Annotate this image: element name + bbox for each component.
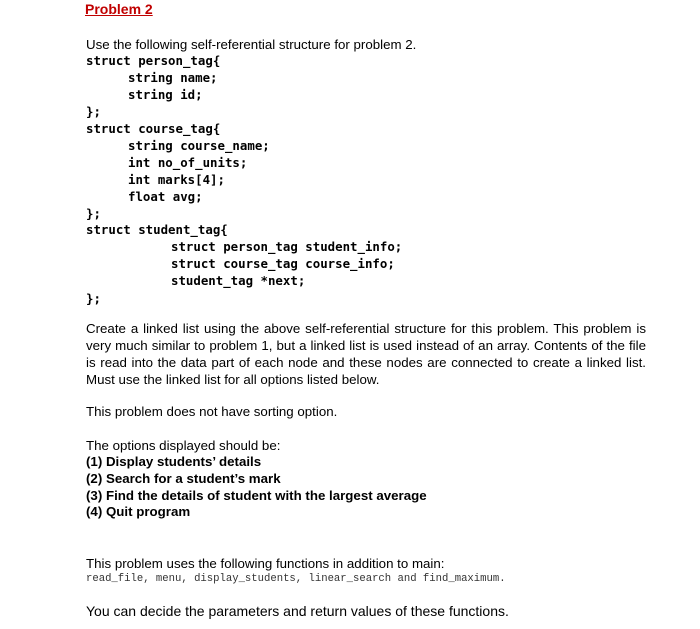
student-field-student-info: struct person_tag student_info; <box>171 239 403 254</box>
params-note: You can decide the parameters and return values of these functions. <box>86 603 509 619</box>
course-struct-close: }; <box>86 206 101 221</box>
course-struct-open: struct course_tag{ <box>86 121 221 136</box>
intro-text: Use the following self-referential structure for problem 2. <box>86 37 417 52</box>
description-paragraph: Create a linked list using the above self-referential structure for this problem. This problem is very much similar to problem 1, but a linked list is used instead of an array. Contents of the file is read into the data part of each node and these nodes are connected to create a linked list. Must use the linked list for all options listed below. <box>86 321 646 388</box>
course-field-marks: int marks[4]; <box>128 172 225 187</box>
person-field-id: string id; <box>128 87 203 102</box>
student-struct-close: }; <box>86 291 101 306</box>
options-heading: The options displayed should be: <box>86 438 281 453</box>
course-field-avg: float avg; <box>128 189 203 204</box>
option-search-mark: (2) Search for a student’s mark <box>86 471 281 486</box>
person-struct-close: }; <box>86 104 101 119</box>
student-field-course-info: struct course_tag course_info; <box>171 256 395 271</box>
person-struct-open: struct person_tag{ <box>86 53 221 68</box>
functions-intro: This problem uses the following functions in addition to main: <box>86 556 445 571</box>
student-field-next: student_tag *next; <box>171 273 306 288</box>
person-field-name: string name; <box>128 70 218 85</box>
no-sorting-note: This problem does not have sorting option. <box>86 404 338 419</box>
option-display-students: (1) Display students’ details <box>86 454 262 469</box>
course-field-course-name: string course_name; <box>128 138 270 153</box>
functions-list: read_file, menu, display_students, linear_search and find_maximum. <box>86 573 506 585</box>
page-title: Problem 2 <box>85 1 153 17</box>
option-quit: (4) Quit program <box>86 504 191 519</box>
course-field-no-of-units: int no_of_units; <box>128 155 248 170</box>
option-largest-average: (3) Find the details of student with the largest average <box>86 488 427 503</box>
student-struct-open: struct student_tag{ <box>86 222 228 237</box>
